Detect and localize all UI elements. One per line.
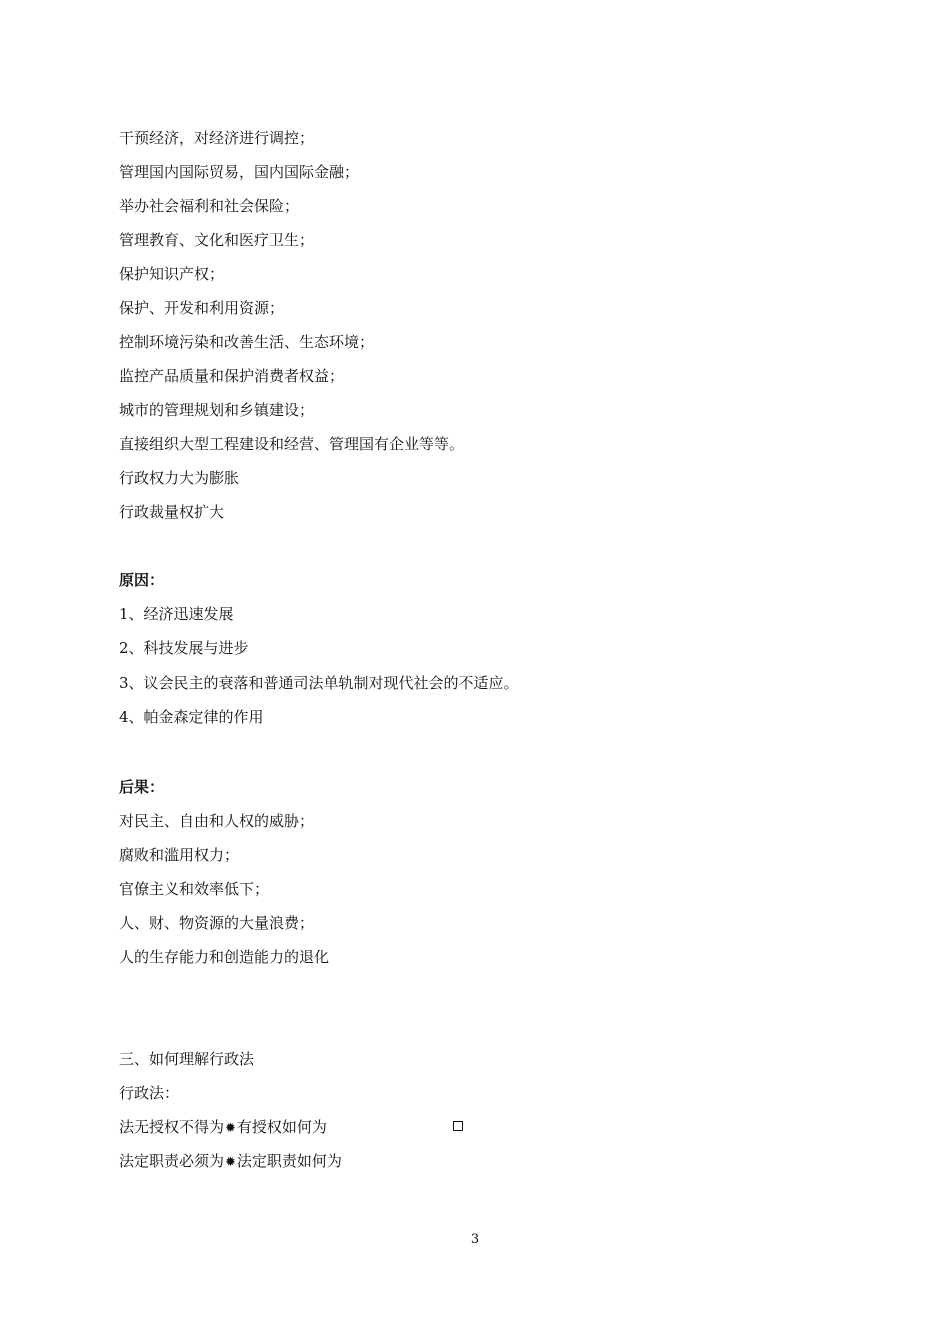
- star-bullet-icon: ✹: [225, 1121, 236, 1136]
- page-number: 3: [470, 1232, 480, 1247]
- rule2-left-text: 法定职责必须为: [119, 1152, 225, 1170]
- function-item: 行政权力大为膨胀: [119, 469, 240, 487]
- checkbox-square-icon: [453, 1121, 463, 1131]
- cause-item: 4、帕金森定律的作用: [119, 708, 264, 726]
- rule1-right-text: 有授权如何为: [236, 1118, 327, 1136]
- function-item: 城市的管理规划和乡镇建设；: [119, 401, 315, 419]
- consequences-heading: 后果：: [119, 778, 165, 796]
- section-title: 三、如何理解行政法: [119, 1050, 255, 1068]
- rule2-right-text: 法定职责如何为: [236, 1152, 342, 1170]
- cause-item: 2、科技发展与进步: [119, 639, 249, 657]
- consequence-item: 对民主、自由和人权的威胁；: [119, 812, 315, 830]
- section-subtitle: 行政法：: [119, 1084, 180, 1102]
- function-item: 保护、开发和利用资源；: [119, 299, 285, 317]
- function-item: 控制环境污染和改善生活、生态环境；: [119, 333, 375, 351]
- consequence-item: 腐败和滥用权力；: [119, 846, 240, 864]
- consequence-item: 官僚主义和效率低下；: [119, 880, 270, 898]
- rule-line-1: [119, 1117, 327, 1139]
- star-bullet-icon: ✹: [225, 1155, 236, 1170]
- function-item: 干预经济，对经济进行调控；: [119, 129, 315, 147]
- consequence-item: 人的生存能力和创造能力的退化: [119, 948, 330, 966]
- causes-heading: 原因：: [119, 571, 165, 589]
- function-item: 举办社会福利和社会保险；: [119, 197, 300, 215]
- cause-item: 3、议会民主的衰落和普通司法单轨制对现代社会的不适应。: [119, 674, 519, 692]
- function-item: 监控产品质量和保护消费者权益；: [119, 367, 345, 385]
- function-item: 管理国内国际贸易，国内国际金融；: [119, 163, 360, 181]
- cause-item: 1、经济迅速发展: [119, 605, 234, 623]
- function-item: 直接组织大型工程建设和经营、管理国有企业等等。: [119, 435, 465, 453]
- rule-line-2: [119, 1151, 342, 1173]
- rule1-left-text: 法无授权不得为: [119, 1118, 225, 1136]
- function-item: 行政裁量权扩大: [119, 503, 225, 521]
- function-item: 管理教育、文化和医疗卫生；: [119, 231, 315, 249]
- consequence-item: 人、财、物资源的大量浪费；: [119, 914, 315, 932]
- function-item: 保护知识产权；: [119, 265, 225, 283]
